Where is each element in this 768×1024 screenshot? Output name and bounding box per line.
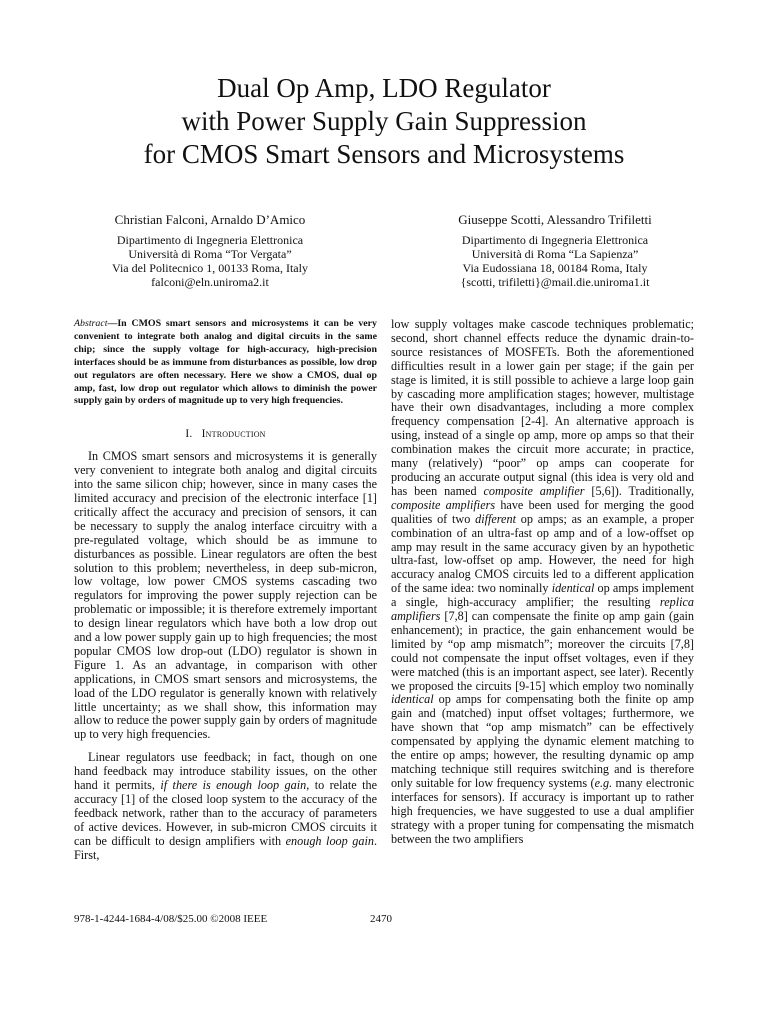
footer-copyright: 978-1-4244-1684-4/08/$25.00 ©2008 IEEE — [74, 913, 268, 925]
section-number: I. — [185, 428, 193, 441]
abstract — [74, 318, 377, 408]
section-title: Introduction — [201, 428, 266, 441]
title-line-3: for CMOS Smart Sensors and Microsystems — [143, 139, 625, 169]
intro-paragraph-2: Linear regulators use feedback; in fact, though on one hand feedback may introduce stability issues, on the other hand it permits, if there is enough loop gain, to relate the accuracy [1] of the closed loop system to the accuracy of the feedback network, rather than to the accuracy of parameters of active devices. However, in sub-micron CMOS circuits it can be difficult to design amplifiers with enough loop gain. First, — [74, 750, 377, 862]
paper-title — [0, 72, 768, 171]
intro-paragraph-1: In CMOS smart sensors and microsystems it is generally very convenient to integrate both analog and digital circuits into the same silicon chip; however, since in many cases the limited accuracy and precision of the electronic interface [1] critically affect the accuracy and precision of sensors, it can be necessary to supply the analog interface circuitry with a pre-regulated voltage, which should be as immune to disturbances as possible. Linear regulators are often the best solution to this problem; nevertheless, in deep sub-micron, low voltage, low power CMOS systems cascading two regulators for improving the power supply rejection can be problematic or impossible; it is therefore extremely important to design linear regulators which have both a low drop out and a low power supply gain up to high frequencies; the most popular CMOS low drop-out (LDO) regulator is shown in Figure 1. As an advantage, in comparison with other applications, in CMOS smart sensors and microsystems, the load of the LDO regulator is generally known with relatively little uncertainty; as we shall show, this information may allow to reduce the power supply gain by orders of magnitude up to very high frequencies. — [74, 449, 377, 742]
author-dept: Dipartimento di Ingegneria Elettronica — [461, 233, 649, 247]
author-univ: Università di Roma “La Sapienza” — [471, 247, 639, 261]
author-names: Christian Falconi, Arnaldo D’Amico — [114, 212, 306, 227]
author-univ: Università di Roma “Tor Vergata” — [128, 247, 292, 261]
author-block-1 — [45, 213, 375, 289]
abstract-lead: Abstract — [74, 318, 108, 329]
continued-paragraph: low supply voltages make cascode techniques problematic; second, short channel effects reduce the dynamic drain-to-source resistances of MOSFETs. Both the aforementioned difficulties result in a lower gain per stage; if the gain per stage is limited, it is still possible to achieve a large loop gain by cascading more amplification stages; however, multistage have their own disadvantages, including a more complex frequency compensation [2-4]. An alternative approach is using, instead of a single op amp, more op amps so that their combination makes the circuit more accurate; in practice, many (relatively) “poor” op amps can cooperate for producing an accurate output signal (this idea is very old and has been named composite amplifier [5,6]). Traditionally, composite amplifiers have been used for merging the good qualities of two different op amps; as an example, a proper combination of an ultra-fast op amp and of a low-offset op amp may result in the same accuracy given by an hypothetic ultra-fast, low-offset op amp. However, the need for high accuracy analog CMOS circuits led to a different application of the same idea: two nominally identical op amps implement a single, high-accuracy amplifier; the resulting replica amplifiers [7,8] can compensate the finite op amp gain (gain enhancement); in practice, the gain enhancement would be limited by “op amp mismatch”; moreover the circuits [7,8] could not compensate the input offset voltages, even if they were matched (this is an important aspect, see later). Recently we proposed the circuits [9-15] which employ two nominally identical op amps for compensating both the finite op amp gain and (matched) input offset voltages; furthermore, we have shown that “op amp mismatch” can be effectively compensated by applying the dynamic element matching to the entire op amps; however, the resulting dynamic op amp matching technique still requires switching and is therefore only suitable for low frequency systems (e.g. many electronic interfaces for sensors). If accuracy is important up to rather high frequencies, we have suggested to use a dual amplifier strategy with a proper tuning for compensating the mismatch between the two amplifiers — [391, 317, 694, 846]
section-heading — [74, 428, 377, 442]
author-address: Via del Politecnico 1, 00133 Roma, Italy — [112, 261, 308, 275]
page-number: 2470 — [370, 913, 392, 925]
title-line-1: Dual Op Amp, LDO Regulator — [217, 73, 551, 103]
author-address: Via Eudossiana 18, 00184 Roma, Italy — [462, 261, 648, 275]
author-email: {scotti, trifiletti}@mail.die.uniroma1.it — [460, 275, 650, 289]
author-names: Giuseppe Scotti, Alessandro Trifiletti — [458, 212, 652, 227]
author-block-2 — [390, 213, 720, 289]
left-column — [74, 318, 377, 872]
right-column — [391, 318, 694, 855]
author-dept: Dipartimento di Ingegneria Elettronica — [116, 233, 304, 247]
abstract-text: —In CMOS smart sensors and microsystems it can be very convenient to integrate both analog and digital circuits in the same chip; since the supply voltage for high-accuracy, high-precision interfaces should be as immune from disturbances as possible, low drop out regulators are often necessary. Here we show a CMOS, dual op amp, fast, low drop out regulator which allows to diminish the power supply gain by orders of magnitude up to very high frequencies. — [74, 318, 377, 407]
author-email: falconi@eln.uniroma2.it — [151, 275, 269, 289]
title-line-2: with Power Supply Gain Suppression — [181, 106, 587, 136]
